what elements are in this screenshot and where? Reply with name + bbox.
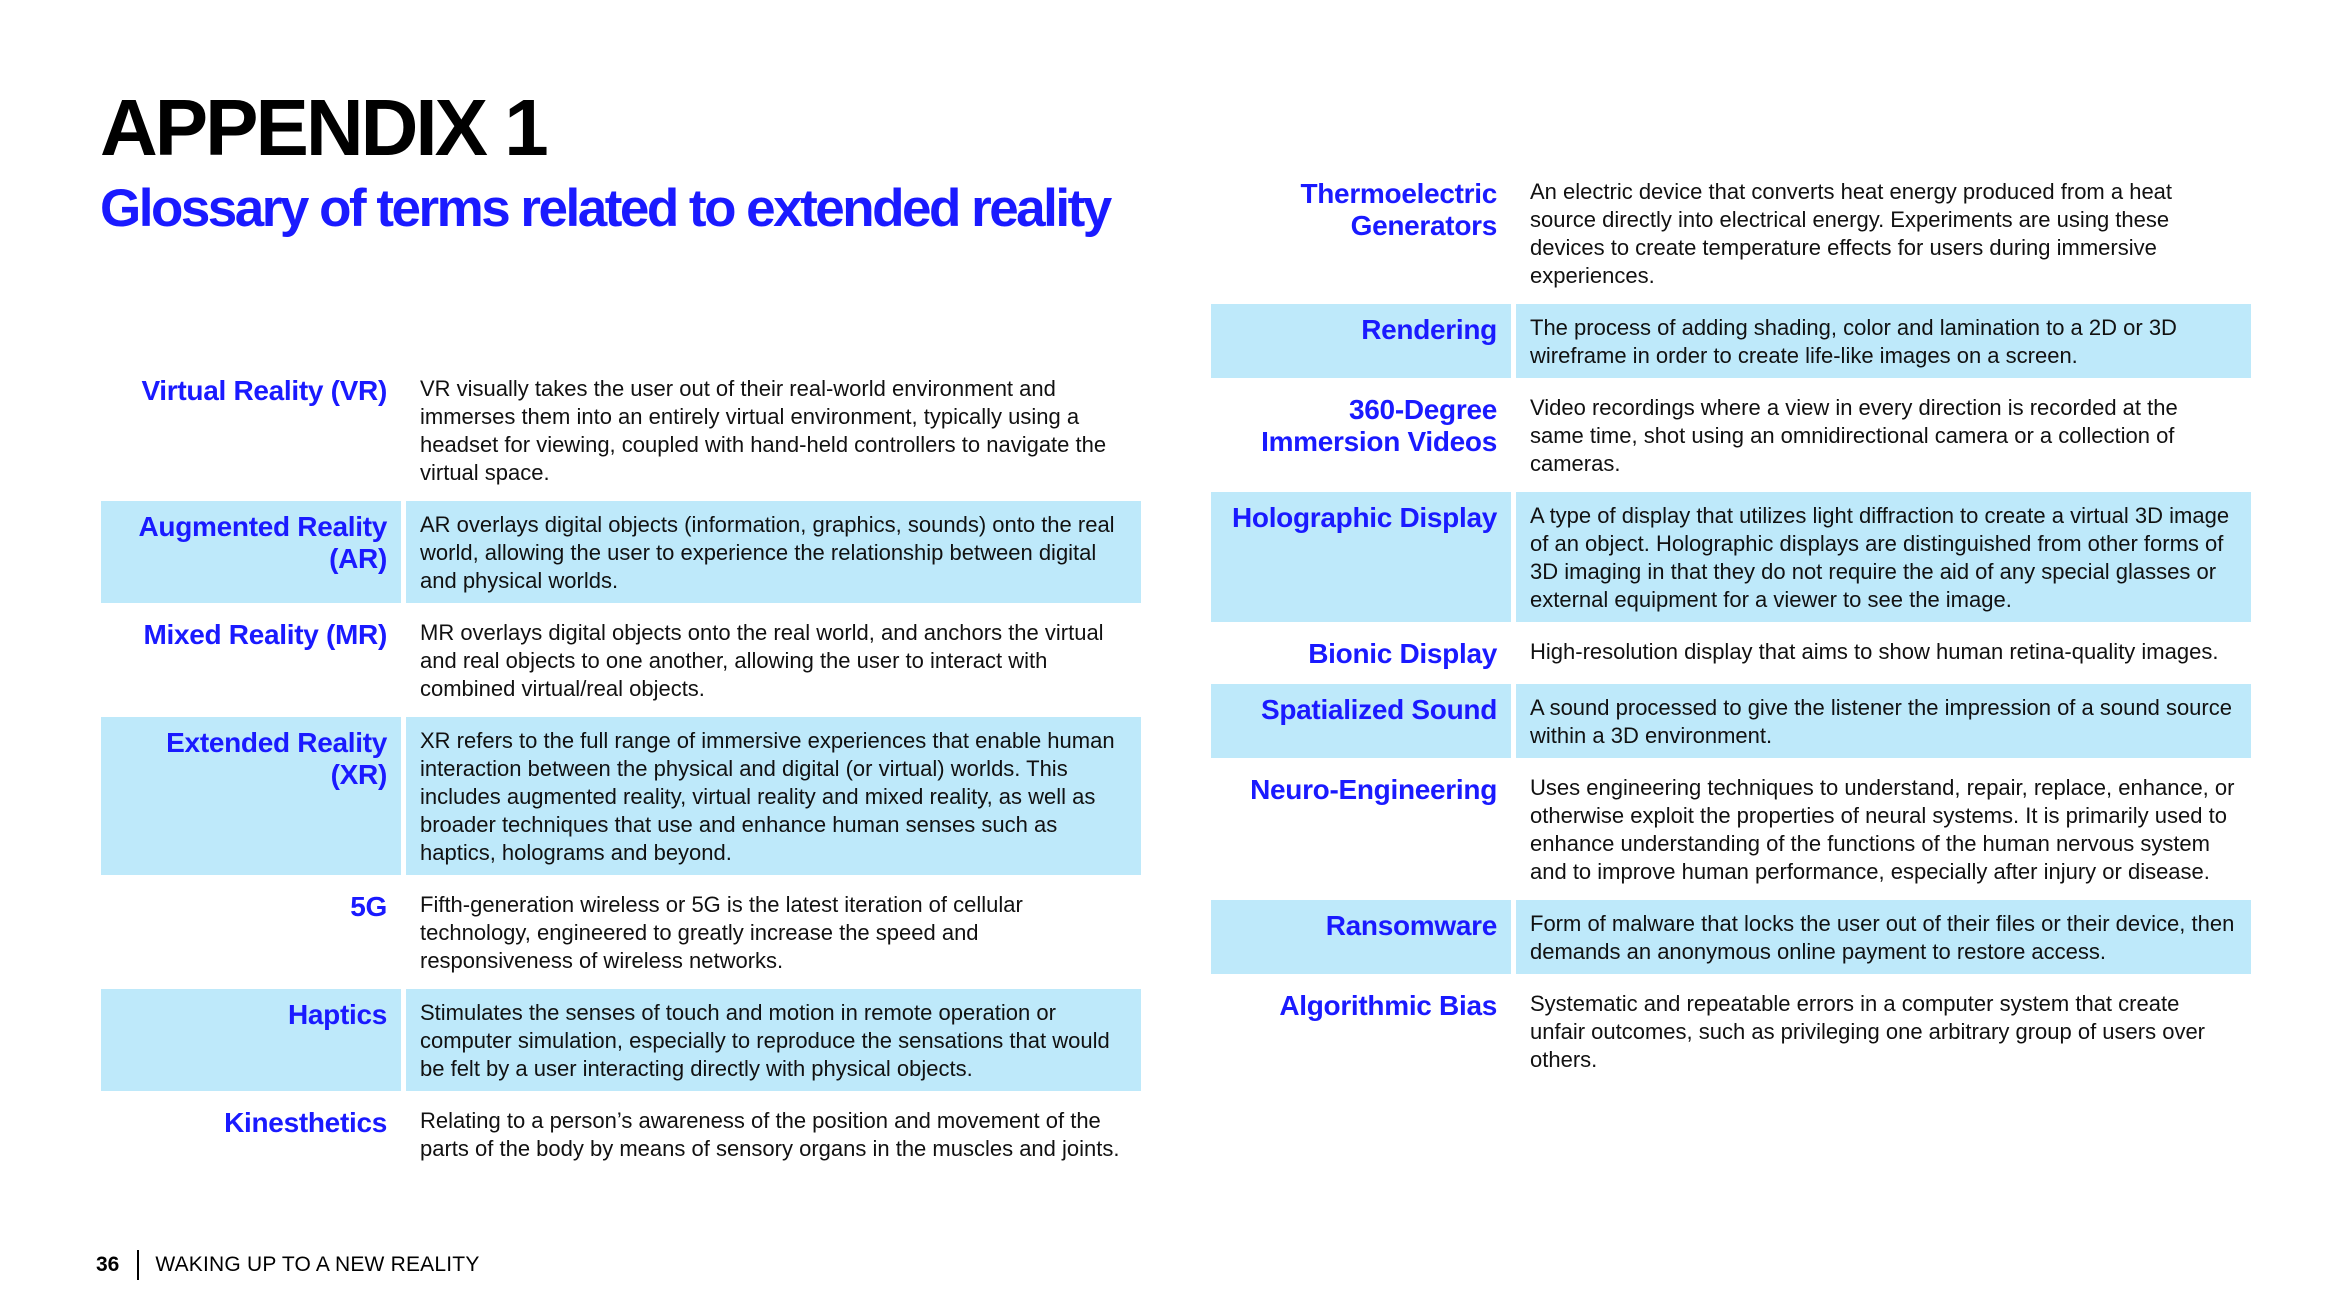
glossary-definition: Uses engineering techniques to understand, repair, replace, enhance, or otherwise exploit the properties of neural systems. It is primarily used to enhance understanding of the functions of the human nervous system and to improve human performance, especially after injury or disease. <box>1530 775 2235 884</box>
glossary-term: Augmented Reality (AR) <box>101 501 401 603</box>
glossary-definition: A sound processed to give the listener the impression of a sound source within a 3D environment. <box>1516 684 2251 758</box>
glossary-term: Bionic Display <box>1308 638 1497 669</box>
glossary-row <box>101 1097 1141 1171</box>
glossary-term: Extended Reality (XR) <box>101 717 401 875</box>
glossary-term: Spatialized Sound <box>1211 684 1511 758</box>
glossary-definition: Fifth-generation wireless or 5G is the latest iteration of cellular technology, engineered to greatly increase the speed and responsiveness of wireless networks. <box>420 892 1023 973</box>
glossary-row <box>101 365 1141 495</box>
glossary-definition: AR overlays digital objects (information, graphics, sounds) onto the real world, allowing the user to experience the relationship between digital and physical worlds. <box>406 501 1141 603</box>
glossary-row <box>1211 628 2251 678</box>
page-footer <box>96 1250 480 1280</box>
glossary-term: Ransomware <box>1211 900 1511 974</box>
glossary-definition: Video recordings where a view in every direction is recorded at the same time, shot using an omnidirectional camera or a collection of cameras. <box>1530 395 2178 476</box>
glossary-row <box>1211 492 2251 622</box>
glossary-definition: The process of adding shading, color and lamination to a 2D or 3D wireframe in order to create life-like images on a screen. <box>1516 304 2251 378</box>
glossary-row <box>101 989 1141 1091</box>
glossary-definition: A type of display that utilizes light diffraction to create a virtual 3D image of an object. Holographic displays are distinguished from other forms of 3D imaging in that they do not require the aid of any special glasses or external equipment for a viewer to see the image. <box>1516 492 2251 622</box>
glossary-right-column <box>1211 168 2251 1088</box>
appendix-title: APPENDIX 1 <box>100 83 546 172</box>
glossary-row <box>1211 900 2251 974</box>
glossary-row <box>101 609 1141 711</box>
glossary-row <box>101 881 1141 983</box>
glossary-row <box>101 501 1141 603</box>
glossary-term: 5G <box>350 891 387 922</box>
glossary-subtitle: Glossary of terms related to extended reality <box>100 179 1110 238</box>
glossary-definition: XR refers to the full range of immersive experiences that enable human interaction between the physical and digital (or virtual) worlds. This includes augmented reality, virtual reality and mixed reality, as well as broader techniques that use and enhance human senses such as haptics, holograms and beyond. <box>406 717 1141 875</box>
glossary-term: Thermoelectric Generators <box>1300 178 1497 241</box>
document-title: WAKING UP TO A NEW REALITY <box>155 1253 480 1276</box>
glossary-term: Haptics <box>101 989 401 1091</box>
glossary-definition: Form of malware that locks the user out of their files or their device, then demands an anonymous online payment to restore access. <box>1516 900 2251 974</box>
glossary-term: Mixed Reality (MR) <box>143 619 387 650</box>
glossary-row <box>1211 980 2251 1082</box>
glossary-term: Neuro-Engineering <box>1250 774 1497 805</box>
glossary-row <box>1211 168 2251 298</box>
glossary-definition: High-resolution display that aims to show human retina-quality images. <box>1530 639 2219 664</box>
glossary-left-column <box>101 365 1141 1177</box>
footer-divider <box>137 1250 139 1280</box>
glossary-row <box>1211 384 2251 486</box>
glossary-term: Kinesthetics <box>224 1107 387 1138</box>
glossary-term: Holographic Display <box>1211 492 1511 622</box>
glossary-row <box>1211 764 2251 894</box>
glossary-definition: An electric device that converts heat energy produced from a heat source directly into electrical energy. Experiments are using these devices to create temperature effects for users during immersive experiences. <box>1530 179 2173 288</box>
glossary-definition: VR visually takes the user out of their real-world environment and immerses them into an entirely virtual environment, typically using a headset for viewing, coupled with hand-held controllers to navigate the virtual space. <box>420 376 1107 485</box>
page-number: 36 <box>96 1253 120 1276</box>
glossary-definition: Relating to a person’s awareness of the position and movement of the parts of the body by means of sensory organs in the muscles and joints. <box>420 1108 1120 1161</box>
glossary-row <box>1211 684 2251 758</box>
glossary-definition: MR overlays digital objects onto the real world, and anchors the virtual and real objects to one another, allowing the user to interact with combined virtual/real objects. <box>420 620 1104 701</box>
glossary-definition: Stimulates the senses of touch and motion in remote operation or computer simulation, especially to reproduce the sensations that would be felt by a user interacting directly with physical objects. <box>406 989 1141 1091</box>
glossary-term: Rendering <box>1211 304 1511 378</box>
glossary-row <box>1211 304 2251 378</box>
glossary-term: Algorithmic Bias <box>1279 990 1497 1021</box>
glossary-term: Virtual Reality (VR) <box>141 375 387 406</box>
glossary-definition: Systematic and repeatable errors in a computer system that create unfair outcomes, such as privileging one arbitrary group of users over others. <box>1530 991 2206 1072</box>
glossary-row <box>101 717 1141 875</box>
glossary-term: 360-Degree Immersion Videos <box>1261 394 1497 457</box>
